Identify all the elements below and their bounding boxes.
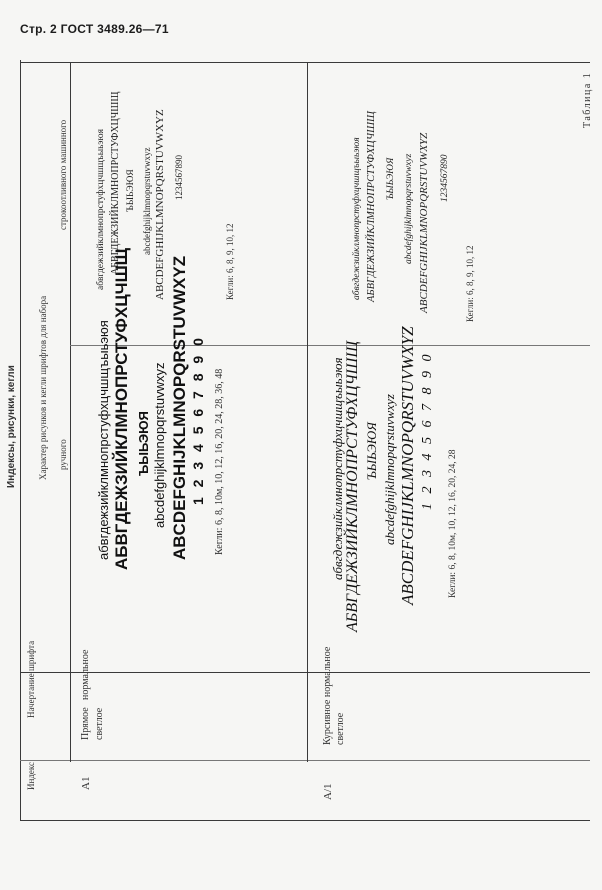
manual-machine-divider — [70, 345, 590, 346]
row-a1-machine-upper-lat: ABCDEFGHIJKLMNOPQRSTUVWXYZ — [154, 109, 166, 300]
row-a1-manual-upper-lat: ABCDEFGHIJKLMNOPQRSTUVWXYZ — [170, 255, 189, 560]
column-header-font-name: Начертание шрифта — [26, 640, 36, 718]
row-a1i-manual-upper-ru2: ЪЫЬЭЮЯ — [364, 422, 379, 480]
index-column-divider — [20, 760, 590, 761]
table-title: Индексы, рисунки, кегли — [6, 365, 17, 488]
row-a1-name-part1b: нормальное — [80, 649, 91, 700]
table-bottom-border — [20, 820, 590, 821]
row-a1-name-part1: Прямое — [80, 707, 91, 740]
row-a1i-machine-upper-ru: АБВГДЕЖЗИЙКЛМНОПРСТУФХЦЧШЩ — [366, 111, 377, 302]
column-header-machine: строкоотливного машинного — [58, 119, 68, 230]
row-a1-manual-lower-lat: abcdefghijklmnopqrstuvwxyz — [152, 362, 167, 528]
row-a1-machine-upper-ru: АБВГДЕЖЗИЙКЛМНОПРСТУФХЦЧШЩ — [110, 91, 121, 275]
row-divider — [20, 62, 590, 63]
row-a1i-machine-lower-lat: abcdefghijklmnopqrstuvwxyz — [404, 153, 414, 264]
row-a1-machine-upper-ru2: ЪЫЬЭЮЯ — [126, 169, 136, 212]
row-a1i-machine-upper-ru2: ЪЫЬЭЮЯ — [386, 157, 396, 200]
row-a1-manual-digits: 1 2 3 4 5 6 7 8 9 0 — [190, 335, 206, 505]
row-a1-index: А1 — [80, 776, 92, 790]
row-a1-name-part2: светлое — [94, 707, 105, 740]
row-a1i-name-part2: светлое — [335, 712, 346, 745]
row-a1-machine-lower-lat: abcdefghijklmnopqrstuvwxyz — [142, 147, 152, 255]
row-a1-machine-lower-ru: абвгдежзийклмнопрстуфхцчшщъыьэюя — [96, 129, 106, 290]
row-a1i-manual-upper-ru: АБВГДЕЖЗИЙКЛМНОПРСТУФХЦЧШЩ — [344, 340, 361, 632]
machine-subheader-divider — [307, 62, 308, 762]
table-top-border — [20, 60, 21, 820]
column-header-index: Индекс — [26, 761, 36, 790]
row-a1-manual-upper-ru2: ЪЫЬЭЮЯ — [136, 411, 151, 476]
row-a1i-machine-upper-lat: ABCDEFGHIJKLMNOPQRSTUVWXYZ — [418, 132, 430, 313]
row-a1-manual-lower-ru: абвгдежзийклмнопрстуфхцчшщъыьэюя — [96, 320, 111, 560]
row-a1i-machine-lower-ru: абвгдежзийклмнопрстуфхцчшщъыьэюя — [352, 137, 362, 300]
column-header-characteristics: Характер рисунков и кегли шрифтов для набора — [38, 295, 48, 480]
row-a1-manual-sizes: Кегли: 6, 8, 10м, 10, 12, 16, 20, 24, 28, 36, 48 — [214, 368, 225, 555]
row-a1i-manual-upper-lat: ABCDEFGHIJKLMNOPQRSTUVWXYZ — [398, 326, 417, 605]
row-a1i-machine-digits: 1234567890 — [440, 154, 450, 202]
row-a1i-index: А/1 — [322, 783, 334, 800]
name-column-divider — [20, 672, 590, 673]
row-a1i-manual-digits: 1 2 3 4 5 6 7 8 9 0 — [420, 351, 435, 510]
manual-column-divider — [70, 62, 71, 762]
row-a1i-machine-sizes: Кегли: 6, 8, 9, 10, 12 — [465, 245, 475, 322]
row-a1i-manual-lower-lat: abcdefghijklmnopqrstuvwxyz — [382, 394, 397, 545]
column-header-manual: ручного — [58, 439, 68, 470]
row-a1i-name-part1: Курсивное нормальное — [322, 646, 333, 745]
table-label: Таблица 1 — [582, 71, 593, 128]
page-header: Стр. 2 ГОСТ 3489.26—71 — [20, 22, 169, 36]
row-a1-machine-digits: 1234567890 — [174, 155, 184, 200]
row-a1-manual-upper-ru: АБВГДЕЖЗИЙКЛМНОПРСТУФХЦЧШЩ — [112, 248, 131, 570]
row-a1-machine-sizes: Кегли: 6, 8, 9, 10, 12 — [225, 223, 235, 300]
row-a1i-manual-lower-ru: абвгдежзийклмнопрстуфхцчшщъыьэюя — [330, 357, 345, 580]
row-a1i-manual-sizes: Кегли: 6, 8, 10м, 10, 12, 16, 20, 24, 28 — [448, 449, 458, 598]
